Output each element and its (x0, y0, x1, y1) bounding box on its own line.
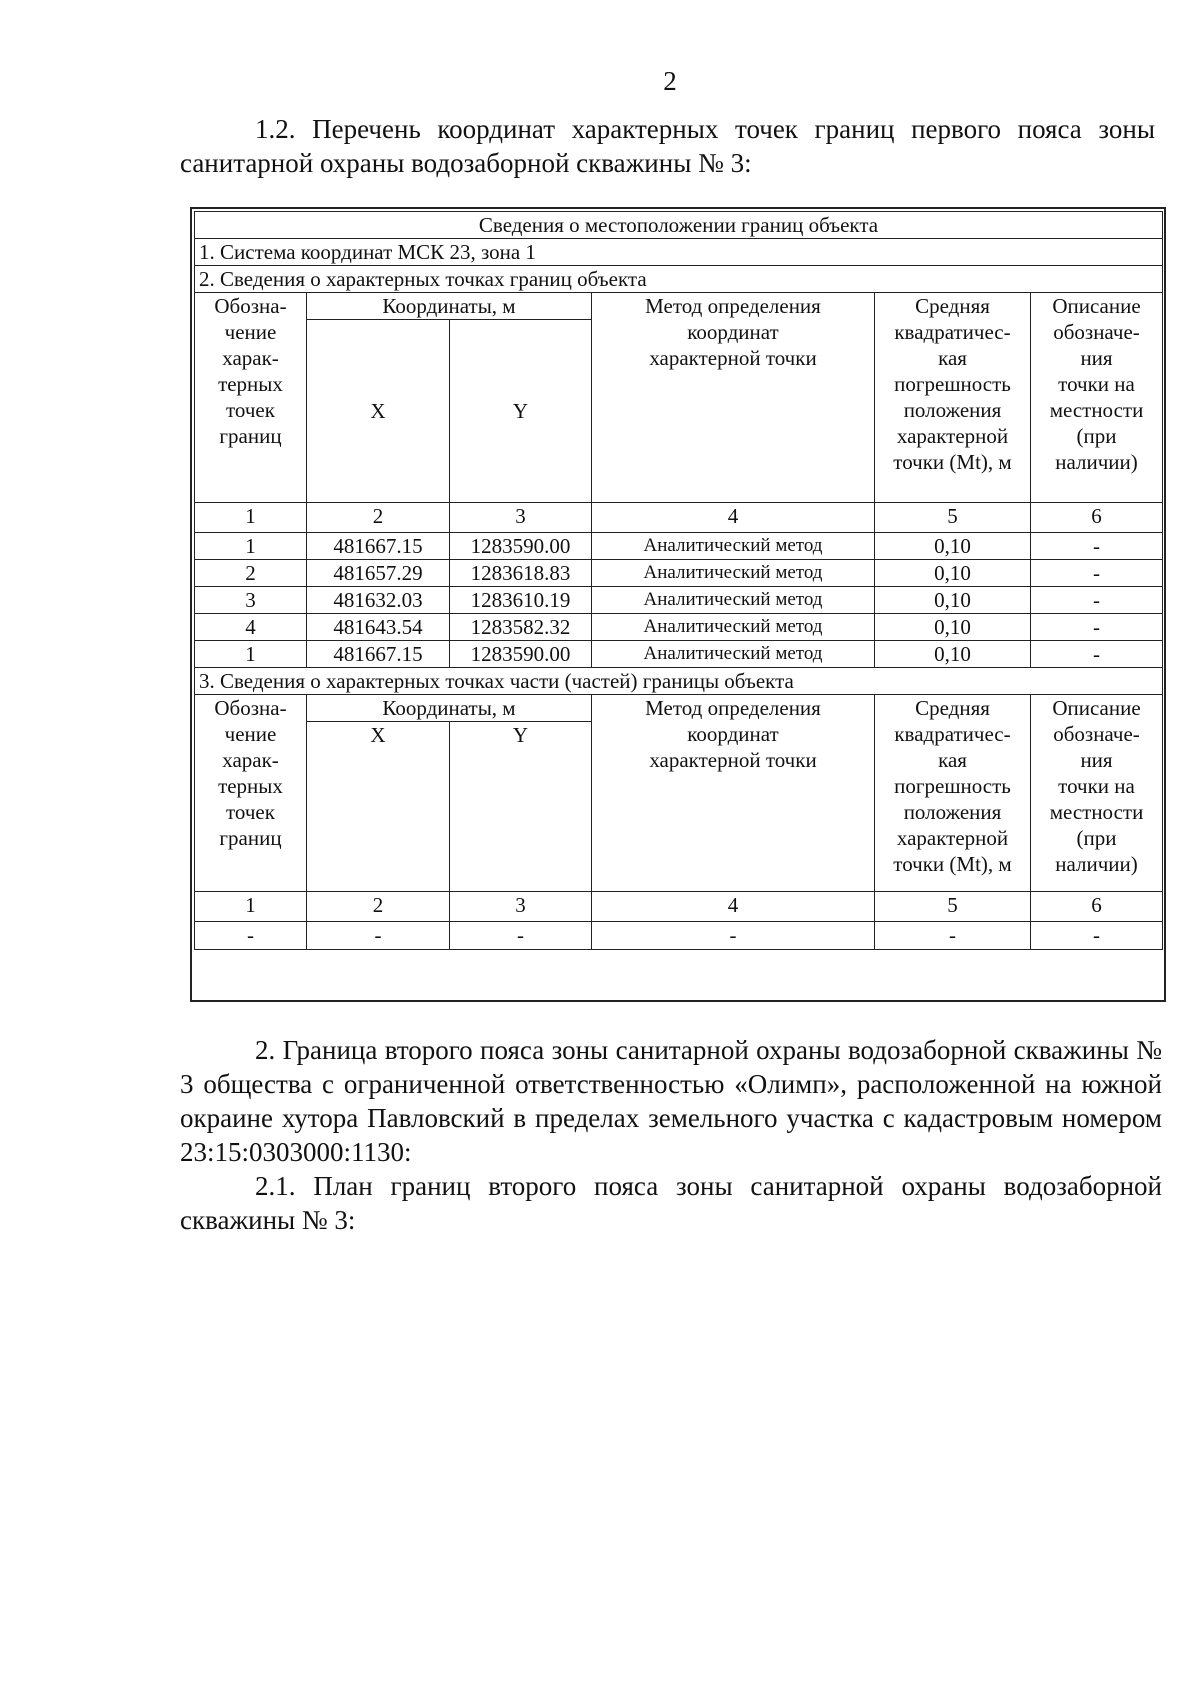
header-method: Метод определения координат характерной точки (592, 293, 875, 503)
table-row (195, 533, 1163, 560)
cell-error: 0,10 (875, 587, 1031, 614)
header-description: Описание обозначе- ния точки на местности (при наличии) (1031, 293, 1163, 503)
coordinate-system: 1. Система координат МСК 23, зона 1 (195, 239, 1163, 266)
cell-error: 0,10 (875, 641, 1031, 668)
column-number-cell: 5 (875, 503, 1031, 533)
section-part-points: 3. Сведения о характерных точках части (частей) границы объекта (195, 668, 1163, 695)
table-title: Сведения о местоположении границ объекта (195, 212, 1163, 239)
column-number-cell: 2 (307, 892, 450, 922)
header-coordinates: Координаты, м (307, 293, 592, 320)
cell-empty: - (592, 922, 875, 950)
table-row (195, 922, 1163, 950)
column-number-cell: 1 (195, 892, 307, 922)
cell-method: Аналитический метод (592, 560, 875, 587)
header2-method: Метод определения координат характерной точки (592, 695, 875, 892)
heading-text: Перечень координат характерных точек границ первого пояса зоны санитарной охраны водозаборной скважины № 3: (180, 114, 1155, 178)
table-row (195, 641, 1163, 668)
cell-y: 1283582.32 (450, 614, 592, 641)
cell-desc: - (1031, 560, 1163, 587)
coordinates-table (194, 211, 1163, 950)
section-heading-1-2 (180, 112, 1155, 180)
column-number-cell: 5 (875, 892, 1031, 922)
column-number-cell: 3 (450, 503, 592, 533)
cell-error: 0,10 (875, 614, 1031, 641)
cell-x: 481643.54 (307, 614, 450, 641)
cell-method: Аналитический метод (592, 614, 875, 641)
header-x: X (307, 320, 450, 503)
cell-empty: - (195, 922, 307, 950)
cell-x: 481667.15 (307, 641, 450, 668)
header-y: Y (450, 320, 592, 503)
column-number-cell: 4 (592, 503, 875, 533)
paragraph-2-1 (180, 1169, 1162, 1237)
column-number-row (195, 892, 1163, 922)
paragraph-2-text: 2. Граница второго пояса зоны санитарной охраны водозаборной скважины № 3 общества с ограниченной ответственностью «Олимп», расположенной на южной окраине хутора Павловский в пределах земельного участка с кадастровым номером 23:15:0303000:1130: (180, 1035, 1162, 1167)
section-boundary-points: 2. Сведения о характерных точках границ объекта (195, 266, 1163, 293)
cell-x: 481667.15 (307, 533, 450, 560)
page-number: 2 (663, 66, 677, 96)
column-number-cell: 2 (307, 503, 450, 533)
column-number-row (195, 503, 1163, 533)
paragraph-2 (180, 1033, 1162, 1169)
cell-point: 4 (195, 614, 307, 641)
cell-empty: - (307, 922, 450, 950)
header2-error: Средняя квадратичес- кая погрешность положения характерной точки (Mt), м (875, 695, 1031, 892)
heading-number: 1.2. (255, 114, 296, 144)
cell-y: 1283610.19 (450, 587, 592, 614)
column-number-cell: 3 (450, 892, 592, 922)
header2-description: Описание обозначе- ния точки на местности (при наличии) (1031, 695, 1163, 892)
cell-point: 1 (195, 533, 307, 560)
cell-method: Аналитический метод (592, 641, 875, 668)
cell-y: 1283590.00 (450, 533, 592, 560)
table-row (195, 560, 1163, 587)
header2-y: Y (450, 722, 592, 892)
header-point-designation: Обозна- чение харак- терных точек границ (195, 293, 307, 503)
header-error: Средняя квадратичес- кая погрешность положения характерной точки (Mt), м (875, 293, 1031, 503)
column-number-cell: 4 (592, 892, 875, 922)
cell-error: 0,10 (875, 560, 1031, 587)
cell-x: 481632.03 (307, 587, 450, 614)
cell-method: Аналитический метод (592, 533, 875, 560)
cell-empty: - (1031, 922, 1163, 950)
header2-x: X (307, 722, 450, 892)
cell-error: 0,10 (875, 533, 1031, 560)
table-row (195, 614, 1163, 641)
column-number-cell: 6 (1031, 892, 1163, 922)
cell-method: Аналитический метод (592, 587, 875, 614)
cell-desc: - (1031, 533, 1163, 560)
cell-desc: - (1031, 587, 1163, 614)
header2-point-designation: Обозна- чение харак- терных точек границ (195, 695, 307, 892)
column-number-cell: 6 (1031, 503, 1163, 533)
cell-point: 3 (195, 587, 307, 614)
table-row (195, 587, 1163, 614)
cell-point: 1 (195, 641, 307, 668)
cell-y: 1283590.00 (450, 641, 592, 668)
paragraph-2-1-text: 2.1. План границ второго пояса зоны санитарной охраны водозаборной скважины № 3: (180, 1171, 1162, 1235)
cell-y: 1283618.83 (450, 560, 592, 587)
cell-empty: - (450, 922, 592, 950)
column-number-cell: 1 (195, 503, 307, 533)
cell-x: 481657.29 (307, 560, 450, 587)
cell-point: 2 (195, 560, 307, 587)
header2-coordinates: Координаты, м (307, 695, 592, 722)
cell-desc: - (1031, 641, 1163, 668)
cell-empty: - (875, 922, 1031, 950)
cell-desc: - (1031, 614, 1163, 641)
